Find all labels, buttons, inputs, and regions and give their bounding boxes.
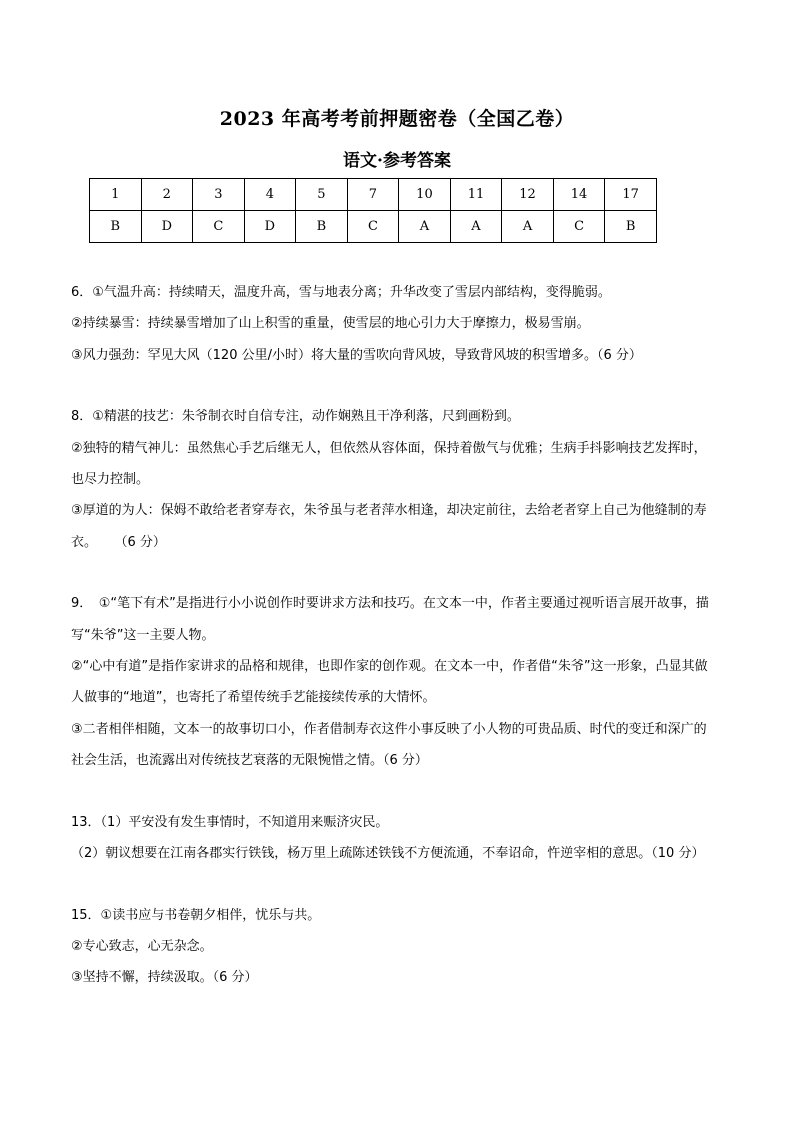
answer-line: ②持续暴雪：持续暴雪增加了山上积雪的重量，使雪层的地心引力大于摩擦力，极易雪崩。 — [71, 316, 590, 332]
question-number-cell: 14 — [553, 179, 605, 211]
answer-cell: B — [90, 211, 142, 243]
answer-line: ②“心中有道”是指作家讲求的品格和规律，也即作家的创作观。在文本一中，作者借“朱爷”这一形象，凸显其做人做事的“地道”，也寄托了希望传统手艺能接续传承的大情怀。 — [71, 659, 708, 706]
answer-line: ②独特的精气神儿：虽然焦心手艺后继无人，但依然从容体面，保持着傲气与优雅；生病手抖影响技艺发挥时，也尽力控制。 — [71, 440, 707, 488]
page-title: 2023 年高考考前押题密卷（全国乙卷） — [219, 108, 575, 130]
question-number-cell: 11 — [450, 179, 502, 211]
answer-text: ③厚道的为人：保姆不敢给老者穿寿衣，朱爷虽与老者萍水相逢，却决定前往，去给老者穿上自己为他缝制的寿衣。 — [71, 503, 707, 550]
question-number-cell: 5 — [296, 179, 348, 211]
answer-q6 — [71, 277, 716, 371]
answer-cell: C — [347, 211, 399, 243]
answer-line: 13．（1）平安没有发生事情时，不知道用来赈济灾民。 — [71, 814, 389, 830]
answer-cell: D — [244, 211, 296, 243]
answer-q8 — [71, 401, 716, 558]
question-number-cell: 4 — [244, 179, 296, 211]
question-number-cell: 7 — [347, 179, 399, 211]
answer-cell: C — [193, 211, 245, 243]
answer-cell: A — [450, 211, 502, 243]
answer-line: 9． ①“笔下有术”是指进行小小说创作时要讲求方法和技巧。在文本一中，作者主要通过视听语言展开故事，描写“朱爷”这一主要人物。 — [71, 596, 709, 643]
answer-table — [89, 178, 657, 243]
answer-line: ③坚持不懈，持续汲取。（6 分） — [71, 970, 258, 986]
answer-q13 — [71, 807, 716, 870]
answer-line: 15．①读书应与书卷朝夕相伴，忧乐与共。 — [71, 907, 321, 923]
answer-cell: A — [502, 211, 554, 243]
question-number-cell: 10 — [399, 179, 451, 211]
question-number-cell: 2 — [141, 179, 193, 211]
answer-cell: D — [141, 211, 193, 243]
page-subtitle: 语文·参考答案 — [343, 151, 451, 171]
question-number-cell: 1 — [90, 179, 142, 211]
answer-row — [90, 211, 657, 243]
question-number-cell: 3 — [193, 179, 245, 211]
answer-cell: B — [296, 211, 348, 243]
answer-line: ②专心致志，心无杂念。 — [71, 938, 213, 954]
answer-line: 8．①精湛的技艺：朱爷制衣时自信专注，动作娴熟且干净利落，尺到画粉到。 — [71, 409, 520, 425]
answer-line: ③风力强劲：罕见大风（120 公里/小时）将大量的雪吹向背风坡，导致背风坡的积雪增多。（6 分） — [71, 347, 642, 363]
question-number-cell: 12 — [502, 179, 554, 211]
answer-q9 — [71, 588, 716, 776]
answer-line: （2）朝议想要在江南各郡实行铁钱，杨万里上疏陈述铁钱不方便流通，不奉诏命，忤逆宰相的意思。（10 分） — [71, 846, 705, 862]
question-number-row — [90, 179, 657, 211]
answer-content — [71, 277, 716, 1024]
answer-line — [71, 495, 716, 558]
answer-cell: C — [553, 211, 605, 243]
answer-cell: B — [605, 211, 657, 243]
answer-line: 6．①气温升高：持续晴天，温度升高，雪与地表分离；升华改变了雪层内部结构，变得脆弱。 — [71, 285, 611, 300]
answer-cell: A — [399, 211, 451, 243]
score-label: （6 分） — [121, 534, 166, 550]
answer-line: ③二者相伴相随，文本一的故事切口小，作者借制寿衣这件小事反映了小人物的可贵品质、时代的变迁和深广的社会生活，也流露出对传统技艺衰落的无限惋惜之情。（6 分） — [71, 721, 707, 769]
answer-q15 — [71, 900, 716, 994]
question-number-cell: 17 — [605, 179, 657, 211]
